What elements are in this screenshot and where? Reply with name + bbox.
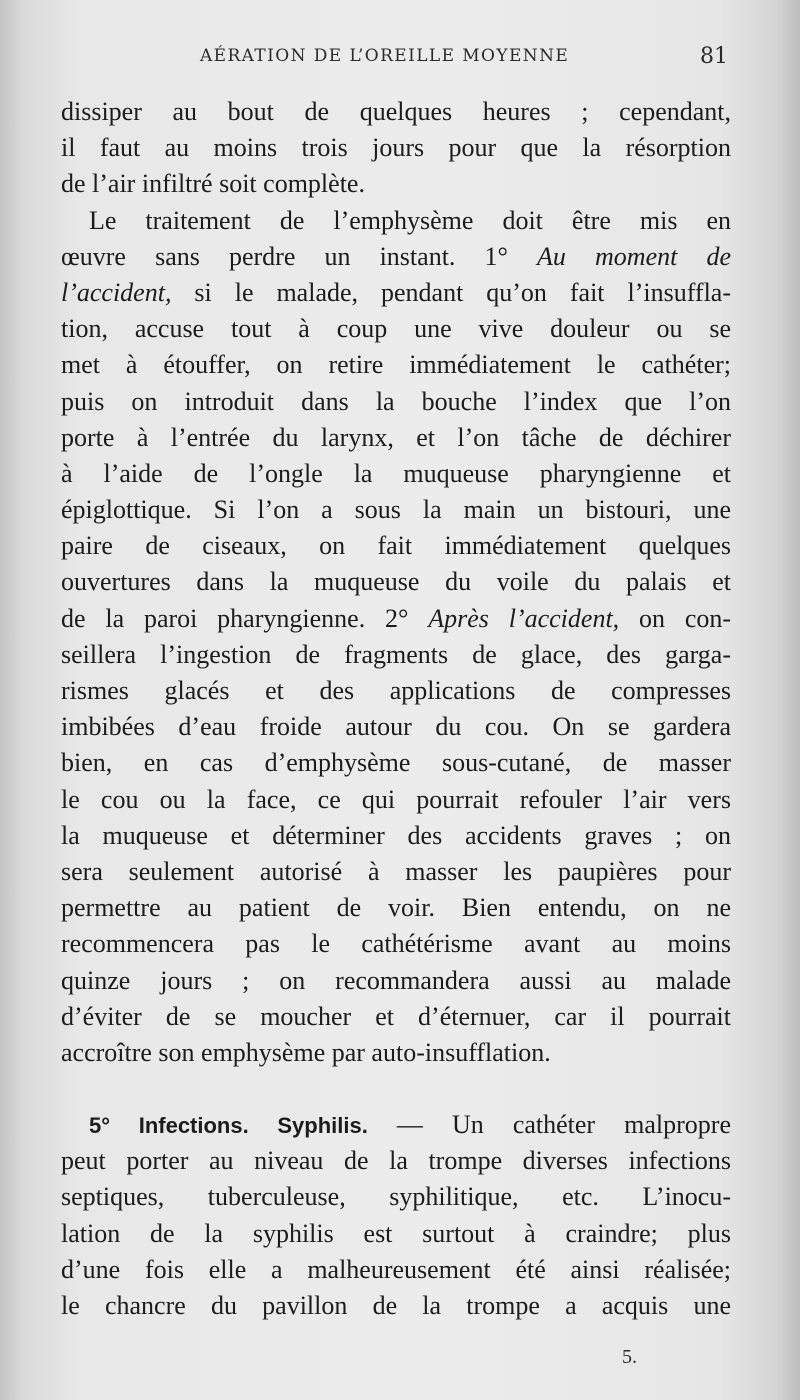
italic-phrase: Après l’accident, xyxy=(428,603,620,633)
section-heading: 5° Infections. Syphilis. xyxy=(89,1113,368,1139)
italic-phrase: Au moment de xyxy=(537,241,731,271)
text-line: seillera l’ingestion de fragments de glace, des garga- xyxy=(61,639,731,669)
text-line: Le traitement de l’emphysème doit être mis en xyxy=(89,205,731,235)
text-line: paire de ciseaux, on fait immédiatement quelques xyxy=(61,531,731,561)
section-infections-syphilis xyxy=(61,1107,731,1324)
text-line: quinze jours ; on recommandera aussi au malade xyxy=(61,965,731,995)
text-line: dissiper au bout de quelques heures ; cependant, xyxy=(61,97,731,126)
text-line: à l’aide de l’ongle la muqueuse pharyngienne et xyxy=(61,458,731,488)
paragraph-continuation xyxy=(61,94,731,203)
body-text xyxy=(61,94,731,1324)
text-line: le chancre du pavillon de la trompe a acquis une xyxy=(61,1291,731,1320)
text-line: accroître son emphysème par auto-insufflation. xyxy=(61,1037,551,1067)
text-line: le cou ou la face, ce qui pourrait refouler l’air vers xyxy=(61,784,731,814)
text-line: porte à l’entrée du larynx, et l’on tâche de déchirer xyxy=(61,422,731,452)
text-line: lation de la syphilis est surtout à craindre; plus xyxy=(61,1218,731,1248)
text-line: d’éviter de se moucher et d’éternuer, car il pourrait xyxy=(61,1001,731,1031)
text-span: œuvre sans perdre un instant. 1° xyxy=(61,241,538,271)
text-span: on con- xyxy=(619,603,732,633)
text-span: de la paroi pharyngienne. 2° xyxy=(61,603,429,633)
text-line: épiglottique. Si l’on a sous la main un bistouri, une xyxy=(61,495,731,525)
paragraph-emphysema-treatment xyxy=(61,203,731,1072)
text-line: d’une fois elle a malheureusement été ainsi réalisée; xyxy=(61,1254,731,1284)
text-line: imbibées d’eau froide autour du cou. On se gardera xyxy=(61,712,731,742)
text-line: bien, en cas d’emphysème sous-cutané, de masser xyxy=(61,748,731,778)
text-line: il faut au moins trois jours pour que la résorption xyxy=(61,133,731,163)
text-line xyxy=(61,601,731,637)
text-span: — Un cathéter malpropre xyxy=(367,1110,731,1140)
text-line: septiques, tuberculeuse, syphilitique, etc. L’inocu- xyxy=(61,1182,731,1212)
text-line: sera seulement autorisé à masser les paupières pour xyxy=(61,856,731,886)
text-span: si le malade, pendant qu’on fait l’insuffla- xyxy=(171,277,731,307)
text-line xyxy=(61,1107,731,1143)
text-line: ouvertures dans la muqueuse du voile du palais et xyxy=(61,567,731,597)
text-line: la muqueuse et déterminer des accidents graves ; on xyxy=(61,820,731,850)
text-line: puis on introduit dans la bouche l’index que l’on xyxy=(61,386,731,416)
text-line xyxy=(61,275,731,311)
section-gap xyxy=(61,1071,731,1107)
text-line: met à étouffer, on retire immédiatement le cathéter; xyxy=(61,350,731,380)
text-line: rismes glacés et des applications de compresses xyxy=(61,676,731,705)
text-line: permettre au patient de voir. Bien entendu, on ne xyxy=(61,893,731,923)
signature-mark: 5. xyxy=(622,1346,637,1368)
italic-phrase: l’accident, xyxy=(61,277,172,307)
text-line: recommencera pas le cathétérisme avant au moins xyxy=(61,929,731,959)
running-title: AÉRATION DE L’OREILLE MOYENNE xyxy=(200,46,570,66)
text-line: tion, accuse tout à coup une vive douleur ou se xyxy=(61,314,731,344)
page-number: 81 xyxy=(700,44,728,69)
text-line xyxy=(61,239,731,275)
text-line: de l’air infiltré soit complète. xyxy=(61,169,365,199)
text-line: peut porter au niveau de la trompe diverses infections xyxy=(61,1146,731,1176)
